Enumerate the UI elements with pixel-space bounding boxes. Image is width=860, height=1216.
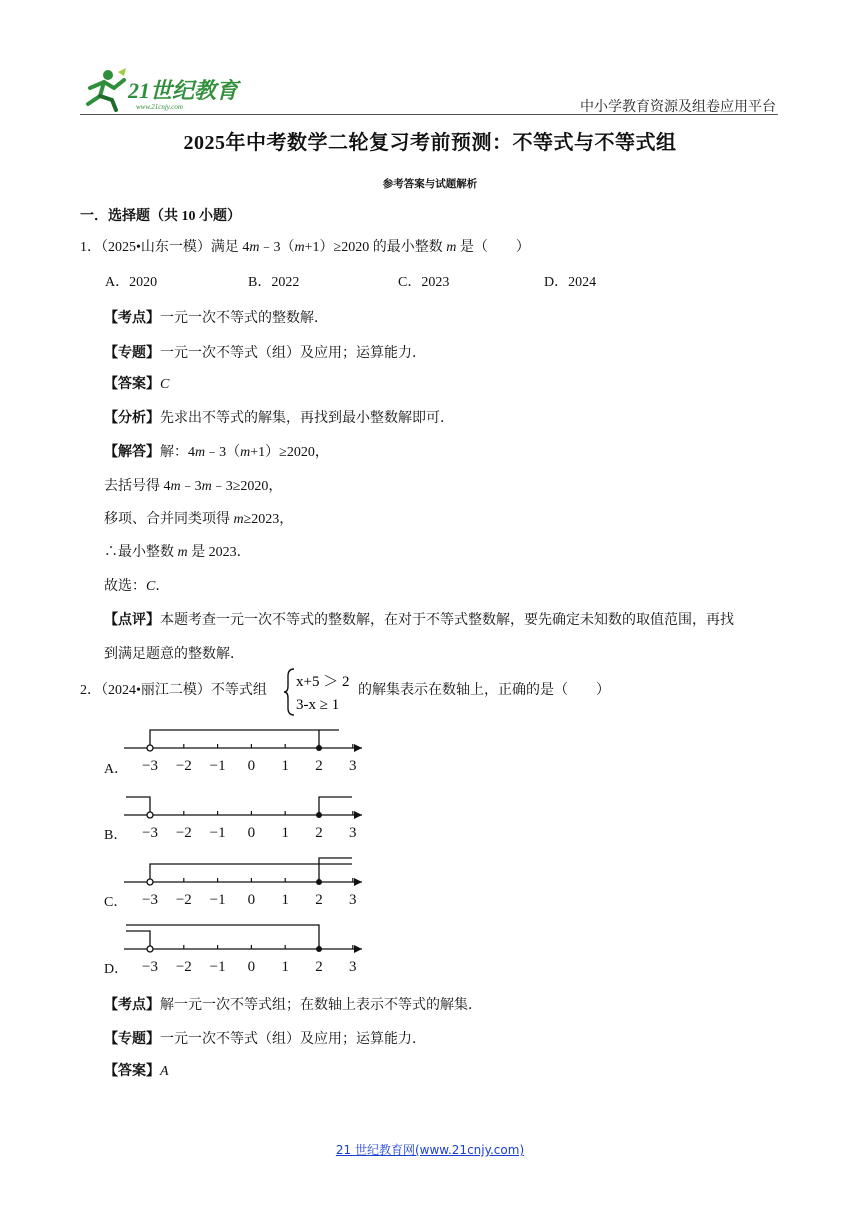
header-divider (80, 114, 778, 115)
q1-step-2: 移项、合并同类项得 m≥2023， (104, 512, 294, 527)
footer (0, 1141, 860, 1158)
q2-answer: 【答案】A (104, 1064, 169, 1079)
site-logo (80, 66, 250, 112)
tick-label: 0 (247, 892, 256, 908)
tick-label: −2 (175, 758, 192, 774)
q1-stem: 1．（2025•山东一模）满足 4m﹣3（m+1）≥2020 的最小整数 m 是（ ） (80, 240, 530, 255)
axis-arrow (354, 945, 362, 953)
tick-label: 3 (349, 758, 357, 774)
runner-icon (88, 68, 126, 110)
q1-dianping-cont: 到满足题意的整数解． (104, 647, 244, 662)
inequality-2: 3-x ≥ 1 (296, 697, 340, 713)
tick-label: −1 (209, 892, 226, 908)
open-point-minus3 (147, 745, 153, 751)
open-point-minus3 (147, 879, 153, 885)
footer-link[interactable]: 21 世纪教育网(www.21cnjy.com) (335, 1143, 525, 1157)
number-line-b (122, 785, 372, 851)
q1-option-b: B．2022 (248, 275, 300, 290)
open-point-minus3 (147, 946, 153, 952)
tick-label: 1 (281, 758, 289, 774)
q1-step-3: ∴最小整数 m 是 2023． (104, 545, 251, 560)
q2-option-a-label: A． (104, 762, 129, 777)
inequality-1: x+5 ＞ 2 (296, 674, 350, 690)
interval-x-le-2 (126, 925, 319, 949)
q2-option-c-label: C． (104, 895, 128, 910)
q1-option-c: C．2023 (398, 275, 450, 290)
q2-inequality-system (284, 666, 358, 718)
interval-x-lt-minus3 (126, 797, 150, 815)
logo-url: www.21cnjy.com (136, 103, 183, 111)
tick-label: −2 (175, 892, 192, 908)
tick-label: 1 (281, 825, 289, 841)
tick-label: 3 (349, 825, 357, 841)
tick-label: −3 (142, 758, 158, 774)
tick-label: 2 (315, 825, 323, 841)
tick-label: 2 (315, 892, 323, 908)
number-line-c (122, 852, 372, 918)
platform-name: 中小学教育资源及组卷应用平台 (580, 99, 776, 115)
tick-label: −3 (142, 825, 158, 841)
tick-label: −1 (209, 758, 226, 774)
tick-label: −2 (175, 959, 192, 975)
interval-x-gt-minus3 (150, 730, 339, 748)
open-point-minus3 (147, 812, 153, 818)
tick-label: 0 (247, 758, 256, 774)
tick-label: −2 (175, 825, 192, 841)
q1-answer: 【答案】C (104, 377, 170, 392)
closed-point-2 (316, 946, 322, 952)
tick-label: 2 (315, 758, 323, 774)
number-line-a (122, 718, 372, 784)
page-title: 2025年中考数学二轮复习考前预测：不等式与不等式组 (183, 132, 677, 154)
q2-stem-start: 2．（2024•丽江二模）不等式组 (80, 683, 267, 698)
q1-dianping: 【点评】本题考查一元一次不等式的整数解，在对于不等式整数解，要先确定未知数的取值范围，再找 (104, 613, 734, 628)
tick-label: 3 (349, 892, 357, 908)
q1-option-a: A．2020 (105, 275, 158, 290)
q1-kaodian: 【考点】一元一次不等式的整数解． (104, 311, 328, 326)
tick-label: −3 (142, 959, 158, 975)
q1-option-d: D．2024 (544, 275, 597, 290)
axis-arrow (354, 744, 362, 752)
axis-arrow (354, 878, 362, 886)
q1-choice: 故选：C． (104, 579, 170, 594)
q2-kaodian: 【考点】解一元一次不等式组；在数轴上表示不等式的解集． (104, 998, 482, 1013)
q1-step-1: 去括号得 4m﹣3m﹣3≥2020， (104, 479, 283, 494)
interval-x-ge-2 (319, 797, 352, 815)
tick-label: 0 (247, 959, 256, 975)
number-line-d (122, 919, 372, 985)
axis-arrow (354, 811, 362, 819)
closed-point-2 (316, 745, 322, 751)
interval-x-lt-minus3 (126, 931, 150, 949)
section-heading: 一．选择题（共 10 小题） (80, 209, 241, 224)
tick-label: −1 (209, 959, 226, 975)
q1-fenxi: 【分析】先求出不等式的解集，再找到最小整数解即可． (104, 411, 454, 426)
q1-jieda: 【解答】解：4m﹣3（m+1）≥2020， (104, 445, 329, 460)
tick-label: 1 (281, 959, 289, 975)
logo-text: 21世纪教育 (128, 78, 239, 103)
interval-x-ge-2 (319, 858, 352, 882)
closed-point-2 (316, 879, 322, 885)
tick-label: 3 (349, 959, 357, 975)
tick-label: 0 (247, 825, 256, 841)
closed-point-2 (316, 812, 322, 818)
q1-zhuanti: 【专题】一元一次不等式（组）及应用；运算能力． (104, 346, 426, 361)
tick-label: 1 (281, 892, 289, 908)
tick-label: 2 (315, 959, 323, 975)
q2-option-d-label: D． (104, 962, 129, 977)
page-subtitle: 参考答案与试题解析 (382, 178, 478, 190)
tick-label: −3 (142, 892, 158, 908)
q2-zhuanti: 【专题】一元一次不等式（组）及应用；运算能力． (104, 1032, 426, 1047)
tick-label: −1 (209, 825, 226, 841)
q2-option-b-label: B． (104, 828, 128, 843)
q2-stem-end: 的解集表示在数轴上，正确的是（ ） (358, 683, 610, 698)
